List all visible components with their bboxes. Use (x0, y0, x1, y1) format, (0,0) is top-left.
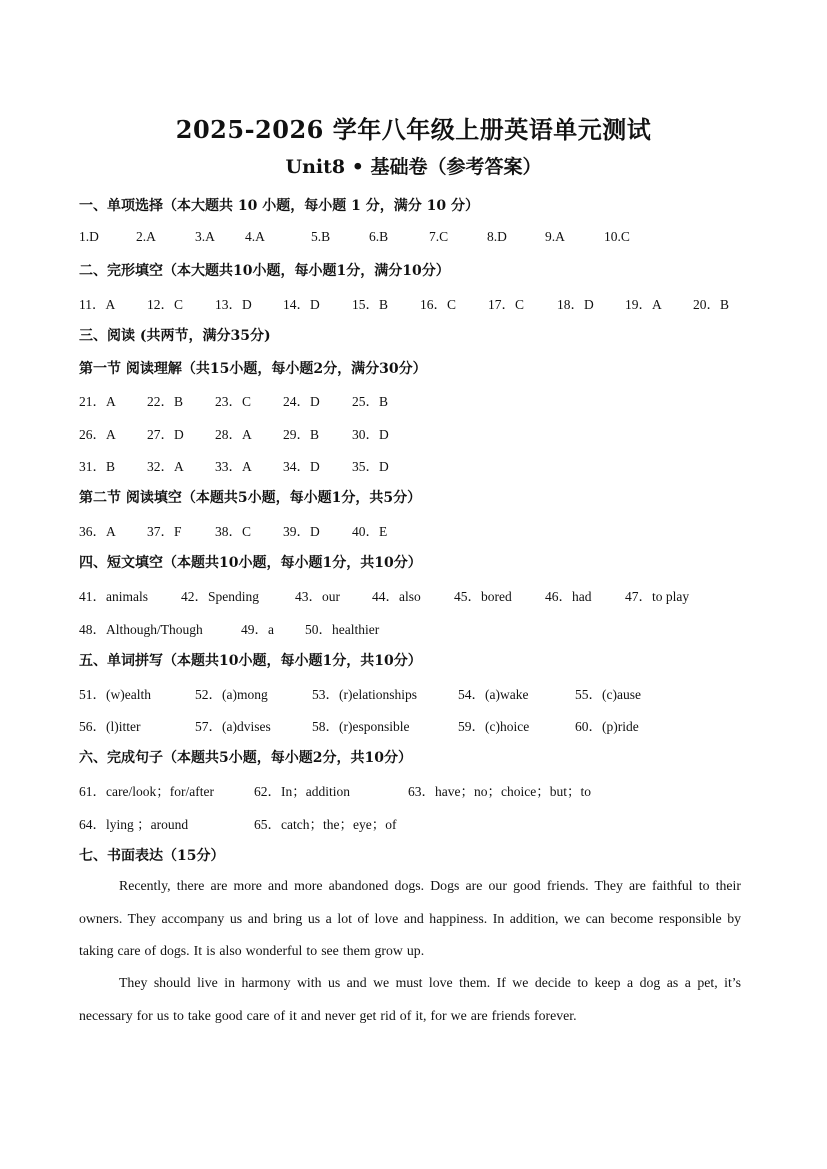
answer-item: 9.A (545, 229, 565, 244)
answer-item: 5.B (311, 229, 331, 244)
answer-item: 18．D (557, 297, 594, 312)
section-1-heading: 一、单项选择（本大题共 10 小题，每小题 1 分，满分 10 分） (79, 198, 479, 214)
answer-item: 11．A (79, 297, 116, 312)
answer-item: 56．(l)itter (79, 719, 141, 734)
answer-item: 38．C (215, 524, 252, 539)
answer-item: 14．D (283, 297, 320, 312)
answer-item: 4.A (245, 229, 265, 244)
answer-item: 43．our (295, 589, 340, 604)
answer-item: 63．have；no；choice；but；to (408, 784, 591, 799)
section-3-heading: 三、阅读 (共两节，满分35分) (79, 328, 271, 344)
answer-item: 59．(c)hoice (458, 719, 530, 734)
answer-item: 51．(w)ealth (79, 687, 151, 702)
answer-item: 8.D (487, 229, 507, 244)
answer-item: 50．healthier (305, 622, 380, 637)
answer-item: 47．to play (625, 589, 690, 604)
answer-item: 1.D (79, 229, 99, 244)
answer-item: 65．catch；the；eye；of (254, 817, 397, 832)
answer-item: 25．B (352, 394, 389, 409)
answer-item: 22．B (147, 394, 184, 409)
answer-item: 48．Although/Though (79, 622, 203, 637)
answer-item: 7.C (429, 229, 449, 244)
section-4-heading: 四、短文填空（本题共10小题，每小题1分，共10分） (79, 555, 422, 571)
answer-item: 19．A (625, 297, 662, 312)
answer-item: 55．(c)ause (575, 687, 641, 702)
section-5-heading: 五、单词拼写（本题共10小题，每小题1分，共10分） (79, 653, 422, 669)
answer-item: 30．D (352, 427, 389, 442)
answer-item: 6.B (369, 229, 389, 244)
answer-item: 36．A (79, 524, 116, 539)
answer-item: 21．A (79, 394, 116, 409)
section-3-part-2-heading: 第二节 阅读填空（本题共5小题，每小题1分，共5分） (79, 490, 422, 506)
answer-item: 3.A (195, 229, 215, 244)
answer-item: 45．bored (454, 589, 512, 604)
answer-item: 31．B (79, 459, 116, 474)
answer-item: 62．In；addition (254, 784, 350, 799)
answer-item: 52．(a)mong (195, 687, 268, 702)
answer-item: 2.A (136, 229, 156, 244)
answer-item: 34．D (283, 459, 320, 474)
page-title: 2025-2026 学年八年级上册英语单元测试 (175, 115, 652, 144)
answer-item: 15．B (352, 297, 389, 312)
answer-item: 42．Spending (181, 589, 260, 604)
answer-item: 41．animals (79, 589, 148, 604)
answer-item: 61．care/look；for/after (79, 784, 214, 799)
section-3-part-1-heading: 第一节 阅读理解（共15小题，每小题2分，满分30分） (79, 361, 427, 377)
answer-item: 12．C (147, 297, 184, 312)
answer-item: 20．B (693, 297, 730, 312)
answer-item: 33．A (215, 459, 252, 474)
answer-item: 16．C (420, 297, 457, 312)
answer-item: 53．(r)elationships (312, 687, 417, 702)
answer-item: 29．B (283, 427, 320, 442)
section-2-heading: 二、完形填空（本大题共10小题，每小题1分，满分10分） (79, 263, 450, 279)
answer-item: 27．D (147, 427, 184, 442)
answer-item: 57．(a)dvises (195, 719, 271, 734)
answer-item: 28．A (215, 427, 252, 442)
answer-item: 46．had (545, 589, 592, 604)
answer-item: 17．C (488, 297, 525, 312)
answer-item: 37．F (147, 524, 182, 539)
answer-item: 44．also (372, 589, 421, 604)
answer-item: 64．lying ；around (79, 817, 189, 832)
essay-paragraph-1: Recently, there are more and more abandoned dogs. Dogs are our good friends. They are faithful to their owners. They accompany us and bring us a lot of love and happiness. In addition, we can become responsible by taking care of dogs. It is also wonderful to see them grow up. (79, 878, 741, 958)
answer-item: 23．C (215, 394, 252, 409)
section-6-heading: 六、完成句子（本题共5小题，每小题2分，共10分） (79, 750, 412, 766)
answer-item: 40．E (352, 524, 388, 539)
answer-item: 58．(r)esponsible (312, 719, 410, 734)
answer-item: 26．A (79, 427, 116, 442)
answer-item: 60．(p)ride (575, 719, 639, 734)
answer-item: 54．(a)wake (458, 687, 529, 702)
answer-item: 39．D (283, 524, 320, 539)
answer-item: 24．D (283, 394, 320, 409)
essay-paragraph-2: They should live in harmony with us and we must love them. If we decide to keep a dog as a pet, it’s necessary for us to take good care of it and never get rid of it, for we are friends forever. (79, 975, 741, 1023)
section-7-heading: 七、书面表达（15分） (79, 848, 225, 864)
page-subtitle: Unit8 • 基础卷（参考答案） (285, 156, 542, 178)
answer-item: 32．A (147, 459, 184, 474)
answer-item: 13．D (215, 297, 252, 312)
answer-item: 35．D (352, 459, 389, 474)
answer-item: 10.C (604, 229, 630, 244)
answer-item: 49．a (241, 622, 274, 637)
